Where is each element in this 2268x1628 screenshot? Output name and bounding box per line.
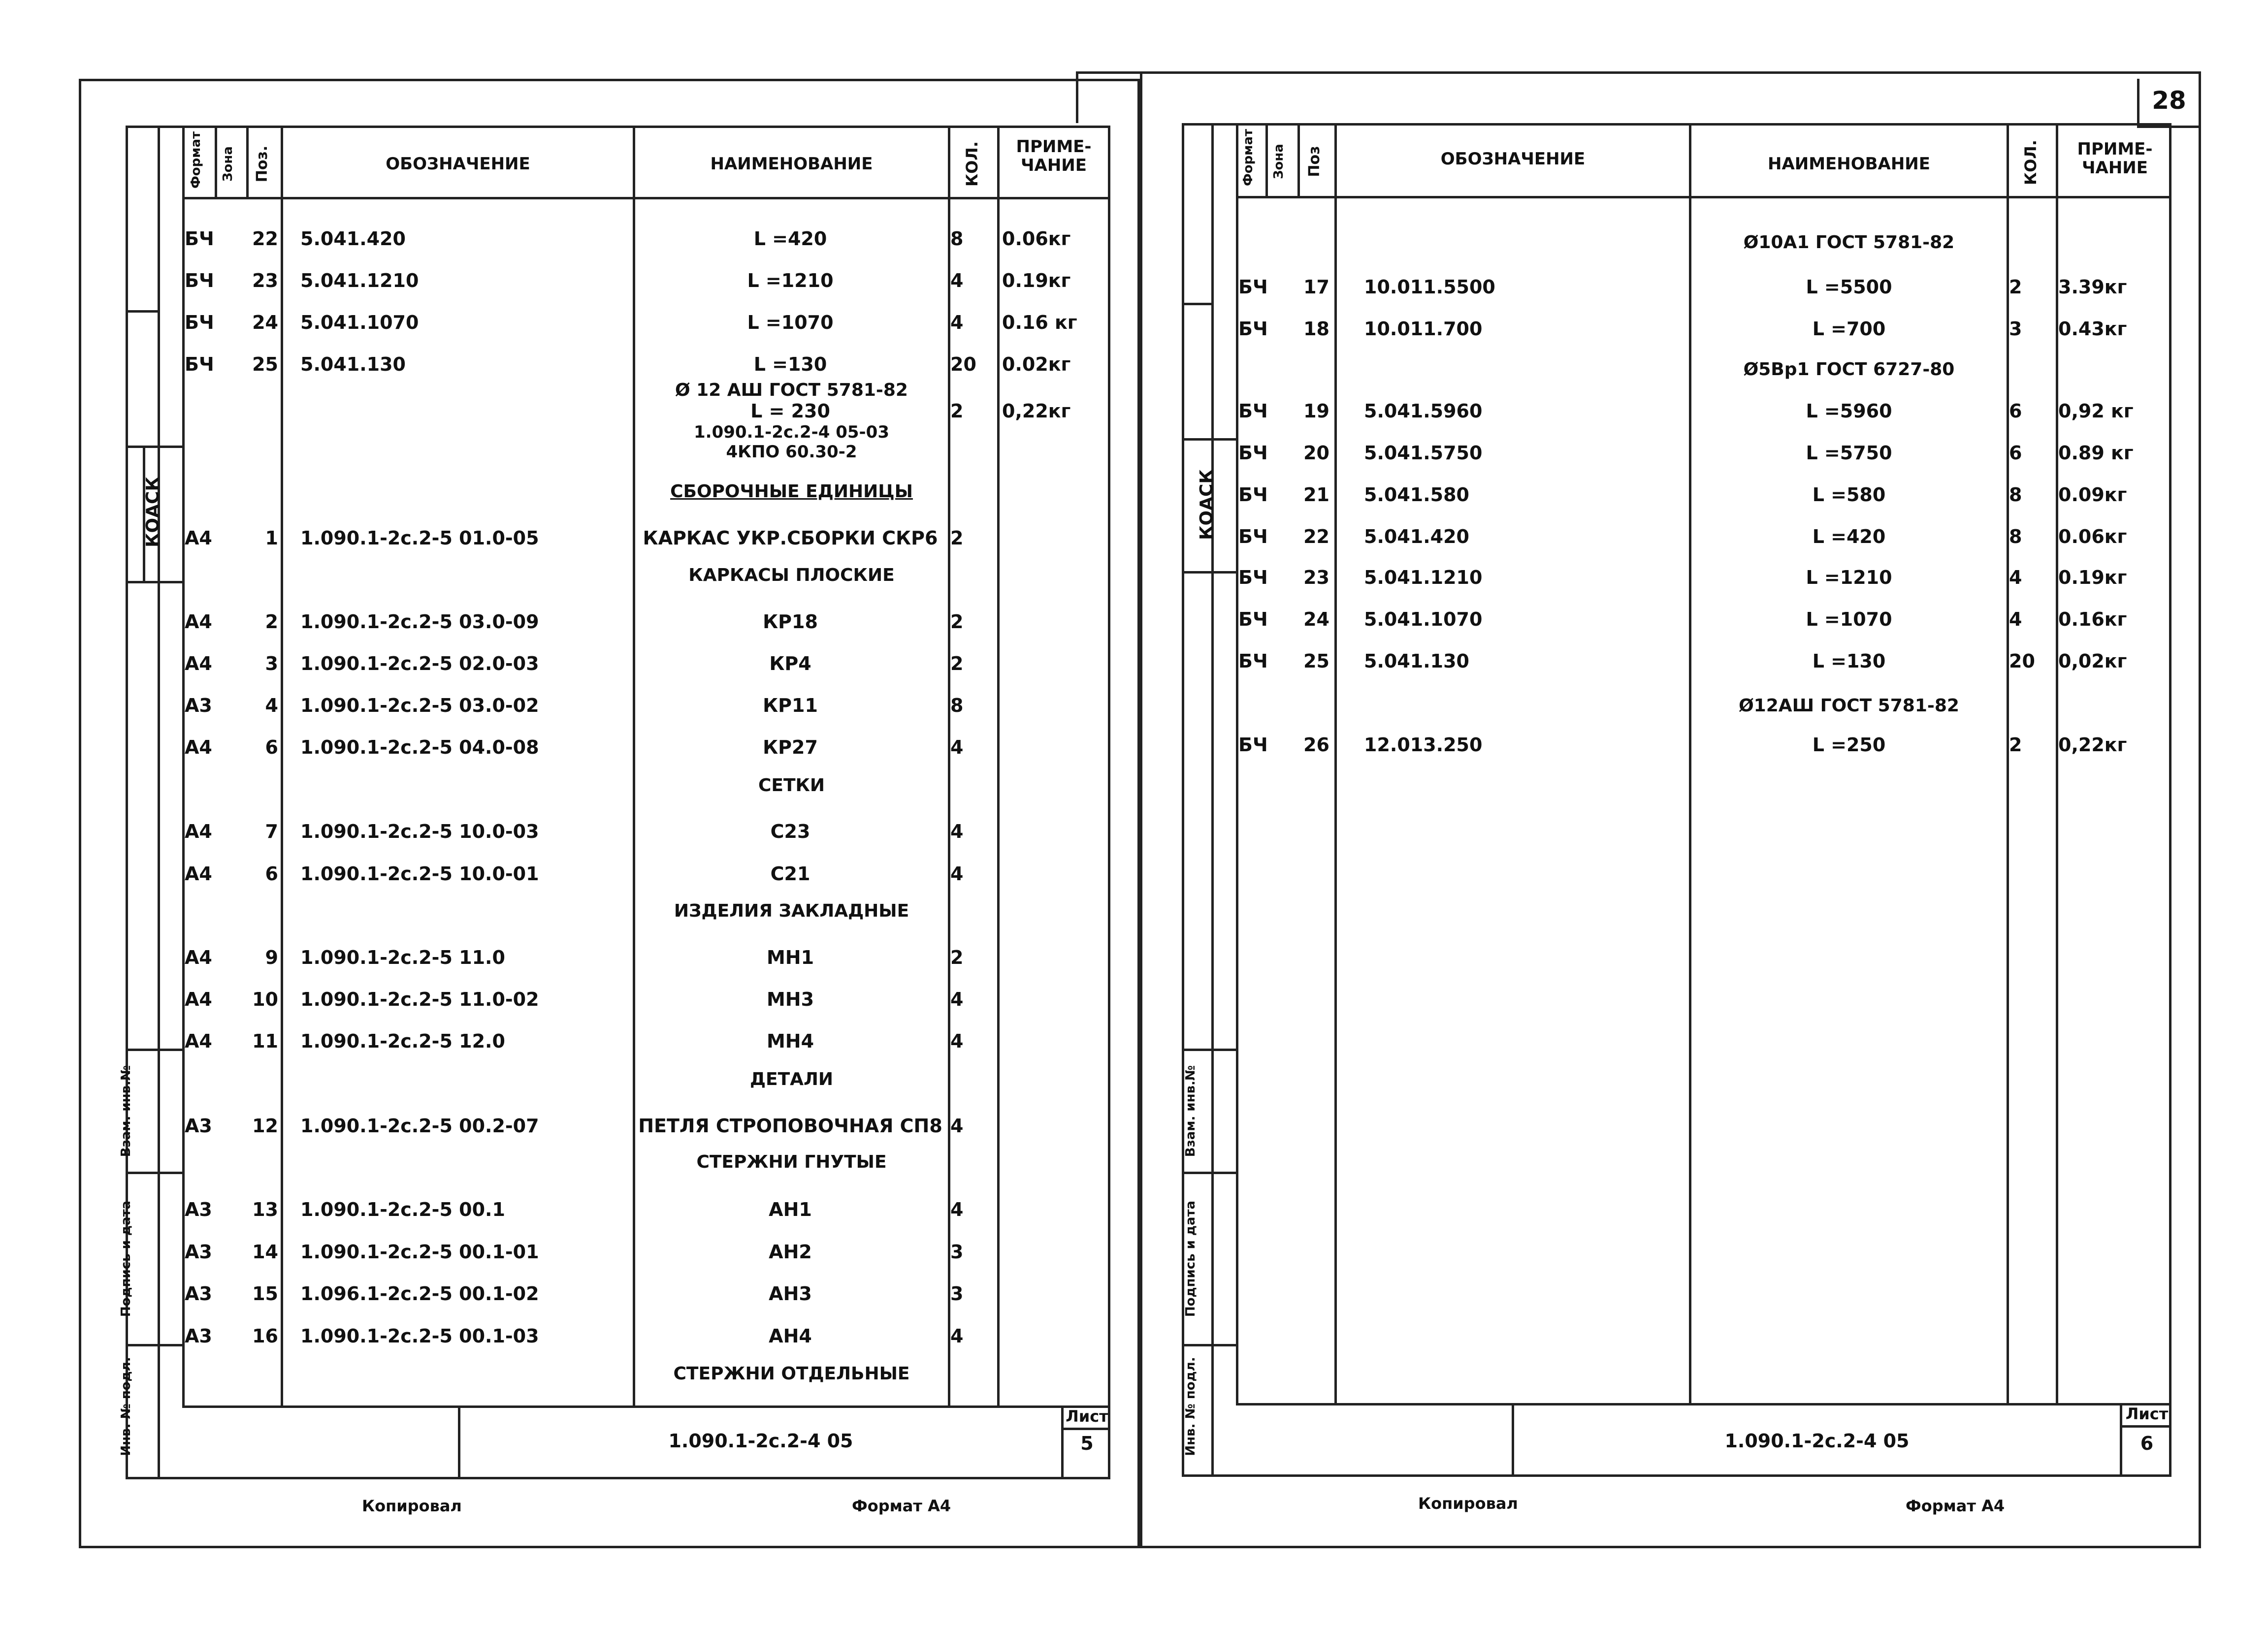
left-section-steel-12: Ø 12 АШ ГОСТ 5781-82 (675, 380, 908, 400)
quantity-cell: 8 (950, 228, 964, 250)
format-cell: БЧ (1238, 400, 1268, 422)
name-cell: L =250 (1812, 734, 1886, 756)
position-cell: 6 (265, 736, 278, 758)
designation-cell: 12.013.250 (1364, 734, 1483, 756)
quantity-cell: 4 (2009, 567, 2022, 588)
left-header-pos: Поз. (254, 145, 271, 183)
position-cell: 18 (1303, 318, 1329, 340)
spec-row (1238, 480, 2171, 510)
position-cell: 13 (252, 1199, 278, 1220)
designation-cell: 1.096.1-2c.2-5 00.1-02 (300, 1283, 539, 1305)
left-header-format: Формат (189, 131, 203, 189)
designation-cell: 1.090.1-2c.2-5 00.2-07 (300, 1115, 539, 1137)
format-cell: А4 (185, 736, 212, 758)
spec-row (185, 224, 1110, 254)
name-cell: МН1 (766, 947, 814, 968)
quantity-cell: 2 (2009, 734, 2022, 756)
left-section-flat-frames: КАРКАСЫ ПЛОСКИЕ (688, 565, 895, 585)
name-cell: L = 230 (750, 400, 830, 422)
note-cell: 0.19кг (1002, 270, 1071, 291)
quantity-cell: 3 (950, 1283, 964, 1305)
name-cell: L =580 (1812, 484, 1886, 506)
format-cell: БЧ (1238, 567, 1268, 588)
left-titleblock-doc: 1.090.1-2c.2-4 05 (668, 1430, 853, 1452)
right-label-inv-orig: Инв. № подл. (1183, 1357, 1198, 1456)
format-cell: БЧ (1238, 608, 1268, 630)
format-cell: А3 (185, 1115, 212, 1137)
right-section-steel-12: Ø12АШ ГОСТ 5781-82 (1739, 696, 1959, 716)
note-cell: 0,02кг (2058, 650, 2127, 672)
position-cell: 23 (252, 270, 278, 291)
format-cell: А3 (185, 1241, 212, 1263)
right-section-steel-5: Ø5Вр1 ГОСТ 6727-80 (1743, 359, 1955, 380)
right-header-zone: Зона (1271, 144, 1286, 179)
name-cell: АН4 (769, 1325, 812, 1347)
quantity-cell: 6 (2009, 400, 2022, 422)
format-cell: БЧ (185, 270, 214, 291)
note-cell: 0.06кг (1002, 228, 1071, 250)
right-header-line (1236, 196, 2171, 198)
designation-cell: 1.090.1-2c.2-5 00.1 (300, 1199, 505, 1220)
quantity-cell: 4 (950, 1199, 964, 1220)
position-cell: 3 (265, 653, 278, 674)
format-cell: БЧ (1238, 318, 1268, 340)
position-cell: 20 (1303, 442, 1329, 464)
left-label-vzam: Взам. инв.№ (119, 1065, 133, 1157)
quantity-cell: 3 (2009, 318, 2022, 340)
designation-cell: 1.090.1-2c.2-5 12.0 (300, 1030, 505, 1052)
spec-row (185, 691, 1110, 720)
left-section-assemblies: СБОРОЧНЫЕ ЕДИНИЦЫ (670, 481, 913, 502)
quantity-cell: 2 (950, 611, 964, 633)
format-cell: БЧ (1238, 526, 1268, 547)
left-side-strip-line (126, 1049, 182, 1051)
left-section-meshes: СЕТКИ (758, 775, 825, 796)
left-col-line (215, 126, 217, 197)
name-cell: МН3 (766, 989, 814, 1010)
spec-row (185, 1195, 1110, 1224)
right-titleblock-doc: 1.090.1-2c.2-4 05 (1724, 1430, 1910, 1452)
position-cell: 25 (1303, 650, 1329, 672)
quantity-cell: 6 (2009, 442, 2022, 464)
left-titleblock-line (182, 1405, 1110, 1408)
note-cell: 0.43кг (2058, 318, 2127, 340)
quantity-cell: 4 (950, 989, 964, 1010)
right-section-steel-10: Ø10А1 ГОСТ 5781-82 (1743, 232, 1955, 253)
designation-cell: 1.090.1-2c.2-5 02.0-03 (300, 653, 539, 674)
note-cell: 3.39кг (2058, 276, 2127, 298)
format-cell: БЧ (1238, 276, 1268, 298)
right-side-strip-line (1182, 571, 1236, 574)
quantity-cell: 4 (950, 863, 964, 885)
note-cell: 0.16 кг (1002, 312, 1077, 333)
quantity-cell: 4 (2009, 608, 2022, 630)
right-side-strip-line (1182, 1049, 1236, 1051)
name-cell: L =1070 (747, 312, 834, 333)
position-cell: 15 (252, 1283, 278, 1305)
quantity-cell: 3 (950, 1241, 964, 1263)
right-col-line (1265, 123, 1268, 196)
note-cell: 0.09кг (2058, 484, 2127, 506)
position-cell: 16 (252, 1325, 278, 1347)
format-cell: А4 (185, 821, 212, 842)
position-cell: 9 (265, 947, 278, 968)
format-cell: А3 (185, 695, 212, 716)
spec-row (185, 266, 1110, 295)
quantity-cell: 8 (950, 695, 964, 716)
note-cell: 0.06кг (2058, 526, 2127, 547)
quantity-cell: 4 (950, 1115, 964, 1137)
spec-row (185, 607, 1110, 637)
note-cell: 0,22кг (1002, 400, 1071, 422)
name-cell: L =130 (753, 353, 827, 375)
format-cell: А4 (185, 653, 212, 674)
note-cell: 0,92 кг (2058, 400, 2134, 422)
quantity-cell: 2 (2009, 276, 2022, 298)
spec-row (185, 649, 1110, 678)
designation-cell: 1.090.1-2c.2-5 03.0-09 (300, 611, 539, 633)
left-header-note-2: ЧАНИЕ (1021, 156, 1087, 175)
left-header-zone: Зона (221, 146, 235, 182)
name-cell: КР4 (769, 653, 811, 674)
right-header-qty: КОЛ. (2021, 139, 2040, 186)
left-header-note-1: ПРИМЕ- (1016, 137, 1092, 157)
left-side-strip-line (126, 310, 160, 313)
left-footer-format: Формат А4 (852, 1497, 951, 1515)
designation-cell: 1.090.1-2c.2-5 10.0-01 (300, 863, 539, 885)
position-cell: 14 (252, 1241, 278, 1263)
designation-cell: 5.041.580 (1364, 484, 1469, 506)
designation-cell: 5.041.130 (1364, 650, 1469, 672)
format-cell: А3 (185, 1283, 212, 1305)
spec-row (185, 817, 1110, 846)
right-footer-format: Формат А4 (1906, 1497, 2005, 1515)
right-footer-copied: Копировал (1418, 1494, 1518, 1513)
name-cell: L =420 (1812, 526, 1886, 547)
format-cell: А3 (185, 1325, 212, 1347)
designation-cell: 1.090.1-2c.2-5 11.0-02 (300, 989, 539, 1010)
name-cell: АН3 (769, 1283, 812, 1305)
position-cell: 19 (1303, 400, 1329, 422)
format-cell: А4 (185, 863, 212, 885)
right-koask-stamp: КОАСК (1197, 469, 1217, 540)
name-cell: МН4 (766, 1030, 814, 1052)
spec-row (185, 943, 1110, 972)
designation-cell: 5.041.5750 (1364, 442, 1483, 464)
left-koask-stamp: КОАСК (143, 477, 163, 547)
spec-row (1238, 646, 2171, 676)
designation-cell: 5.041.420 (300, 228, 406, 250)
designation-cell: 5.041.1070 (300, 312, 419, 333)
position-cell: 7 (265, 821, 278, 842)
quantity-cell: 20 (2009, 650, 2035, 672)
spec-row (1238, 730, 2171, 760)
position-cell: 26 (1303, 734, 1329, 756)
left-section-embedded: ИЗДЕЛИЯ ЗАКЛАДНЫЕ (674, 901, 909, 921)
designation-cell: 1.090.1-2c.2-5 00.1-03 (300, 1325, 539, 1347)
designation-cell: 5.041.1210 (1364, 567, 1483, 588)
right-header-name: НАИМЕНОВАНИЕ (1767, 154, 1930, 174)
quantity-cell: 8 (2009, 526, 2022, 547)
format-cell: А4 (185, 611, 212, 633)
spec-row (185, 1026, 1110, 1056)
name-cell: КР18 (763, 611, 818, 633)
quantity-cell: 2 (950, 947, 964, 968)
quantity-cell: 2 (950, 400, 964, 422)
left-footer-copied: Копировал (362, 1497, 462, 1515)
left-side-strip-line (126, 581, 182, 583)
name-cell: L =130 (1812, 650, 1886, 672)
position-cell: 25 (252, 353, 278, 375)
quantity-cell: 4 (950, 1030, 964, 1052)
spec-row (185, 985, 1110, 1014)
designation-cell: 10.011.700 (1364, 318, 1483, 340)
position-cell: 21 (1303, 484, 1329, 506)
name-cell: С21 (770, 863, 810, 885)
left-section-ref-doc: 1.090.1-2c.2-4 05-03 (694, 422, 889, 442)
spec-row (185, 733, 1110, 762)
spec-row (1238, 522, 2171, 551)
position-cell: 23 (1303, 567, 1329, 588)
format-cell: БЧ (1238, 734, 1268, 756)
left-side-strip-line (126, 1172, 182, 1174)
left-header-name: НАИМЕНОВАНИЕ (710, 154, 873, 174)
left-header-qty: КОЛ. (963, 141, 981, 187)
position-cell: 22 (252, 228, 278, 250)
designation-cell: 5.041.5960 (1364, 400, 1483, 422)
position-cell: 2 (265, 611, 278, 633)
designation-cell: 1.090.1-2c.2-5 10.0-03 (300, 821, 539, 842)
format-cell: А4 (185, 947, 212, 968)
spec-row (185, 308, 1110, 337)
right-header-format: Формат (1241, 128, 1256, 186)
format-cell: БЧ (1238, 484, 1268, 506)
position-cell: 17 (1303, 276, 1329, 298)
left-section-ref-item: 4КПО 60.30-2 (726, 442, 857, 462)
spec-row (185, 523, 1110, 553)
position-cell: 4 (265, 695, 278, 716)
quantity-cell: 4 (950, 736, 964, 758)
designation-cell: 1.090.1-2c.2-5 00.1-01 (300, 1241, 539, 1263)
spec-row (185, 1237, 1110, 1267)
left-titleblock-sheet-label: Лист (1066, 1407, 1108, 1426)
name-cell: L =5500 (1806, 276, 1892, 298)
format-cell: А3 (185, 1199, 212, 1220)
spec-row (185, 1321, 1110, 1351)
name-cell: L =5960 (1806, 400, 1892, 422)
designation-cell: 5.041.1070 (1364, 608, 1483, 630)
quantity-cell: 4 (950, 821, 964, 842)
quantity-cell: 4 (950, 312, 964, 333)
left-side-strip-line (158, 126, 160, 1479)
right-titleblock-line (1236, 1403, 2171, 1405)
position-cell: 22 (1303, 526, 1329, 547)
quantity-cell: 20 (950, 353, 976, 375)
left-top-tab (1076, 71, 1142, 123)
format-cell: А4 (185, 1030, 212, 1052)
name-cell: L =420 (753, 228, 827, 250)
format-cell: А4 (185, 989, 212, 1010)
format-cell: БЧ (185, 353, 214, 375)
quantity-cell: 8 (2009, 484, 2022, 506)
left-section-details: ДЕТАЛИ (749, 1069, 834, 1089)
format-cell: БЧ (185, 228, 214, 250)
name-cell: КАРКАС УКР.СБОРКИ СКР6 (643, 527, 938, 549)
spec-row (1238, 314, 2171, 344)
spec-row (1238, 272, 2171, 302)
left-label-sign-date: Подпись и дата (119, 1200, 133, 1317)
position-cell: 24 (1303, 608, 1329, 630)
spec-row (1238, 605, 2171, 634)
left-section-bent-rods: СТЕРЖНИ ГНУТЫЕ (696, 1152, 887, 1172)
right-header-note-2: ЧАНИЕ (2082, 158, 2148, 178)
name-cell: КР27 (763, 736, 818, 758)
note-cell: 0.19кг (2058, 567, 2127, 588)
page-number: 28 (2152, 86, 2186, 115)
designation-cell: 1.090.1-2c.2-5 01.0-05 (300, 527, 539, 549)
designation-cell: 1.090.1-2c.2-5 04.0-08 (300, 736, 539, 758)
format-cell: А4 (185, 527, 212, 549)
right-side-strip-line (1182, 1172, 1236, 1174)
format-cell: БЧ (185, 312, 214, 333)
right-label-vzam: Взам. инв.№ (1183, 1065, 1198, 1157)
note-cell: 0.89 кг (2058, 442, 2134, 464)
name-cell: АН1 (769, 1199, 812, 1220)
position-cell: 6 (265, 863, 278, 885)
position-cell: 1 (265, 527, 278, 549)
quantity-cell: 4 (950, 1325, 964, 1347)
note-cell: 0,22кг (2058, 734, 2127, 756)
position-cell: 11 (252, 1030, 278, 1052)
spec-row (185, 396, 1110, 426)
designation-cell: 5.041.130 (300, 353, 406, 375)
designation-cell: 5.041.1210 (300, 270, 419, 291)
right-label-sign-date: Подпись и дата (1183, 1200, 1198, 1317)
name-cell: L =1210 (1806, 567, 1892, 588)
position-cell: 12 (252, 1115, 278, 1137)
quantity-cell: 4 (950, 270, 964, 291)
name-cell: ПЕТЛЯ СТРОПОВОЧНАЯ СП8 (638, 1115, 942, 1137)
spec-row (185, 350, 1110, 379)
left-titleblock-line (1061, 1428, 1110, 1430)
quantity-cell: 2 (950, 653, 964, 674)
designation-cell: 1.090.1-2c.2-5 11.0 (300, 947, 505, 968)
spec-row (1238, 438, 2171, 468)
right-side-strip-line (1211, 123, 1214, 1477)
left-titleblock-sheet-no: 5 (1080, 1433, 1094, 1454)
designation-cell: 5.041.420 (1364, 526, 1469, 547)
note-cell: 0.16кг (2058, 608, 2127, 630)
right-titleblock-sheet-label: Лист (2125, 1405, 2169, 1423)
name-cell: L =5750 (1806, 442, 1892, 464)
designation-cell: 10.011.5500 (1364, 276, 1495, 298)
right-header-pos: Поз (1306, 146, 1323, 177)
position-cell: 10 (252, 989, 278, 1010)
right-header-note-1: ПРИМЕ- (2077, 139, 2153, 159)
right-side-strip-line (1182, 303, 1214, 305)
spec-row (185, 1279, 1110, 1309)
right-titleblock-line (2120, 1425, 2171, 1428)
position-cell: 24 (252, 312, 278, 333)
right-titleblock-sheet-no: 6 (2140, 1433, 2154, 1454)
spec-row (1238, 563, 2171, 592)
right-col-line (1297, 123, 1300, 196)
left-label-inv-orig: Инв. № подл. (119, 1357, 133, 1456)
right-header-designation: ОБОЗНАЧЕНИЕ (1440, 149, 1586, 169)
format-cell: БЧ (1238, 650, 1268, 672)
left-section-separate-rods: СТЕРЖНИ ОТДЕЛЬНЫЕ (673, 1364, 910, 1384)
name-cell: L =700 (1812, 318, 1886, 340)
quantity-cell: 2 (950, 527, 964, 549)
spec-row (1238, 396, 2171, 426)
name-cell: С23 (770, 821, 810, 842)
format-cell: БЧ (1238, 442, 1268, 464)
spec-row (185, 859, 1110, 889)
name-cell: КР11 (763, 695, 818, 716)
left-header-designation: ОБОЗНАЧЕНИЕ (386, 154, 530, 174)
name-cell: АН2 (769, 1241, 812, 1263)
name-cell: L =1210 (747, 270, 834, 291)
left-header-line (182, 197, 1110, 199)
designation-cell: 1.090.1-2c.2-5 03.0-02 (300, 695, 539, 716)
left-col-line (246, 126, 249, 197)
note-cell: 0.02кг (1002, 353, 1071, 375)
right-side-strip-line (1182, 438, 1236, 441)
name-cell: L =1070 (1806, 608, 1892, 630)
spec-row (185, 1111, 1110, 1141)
